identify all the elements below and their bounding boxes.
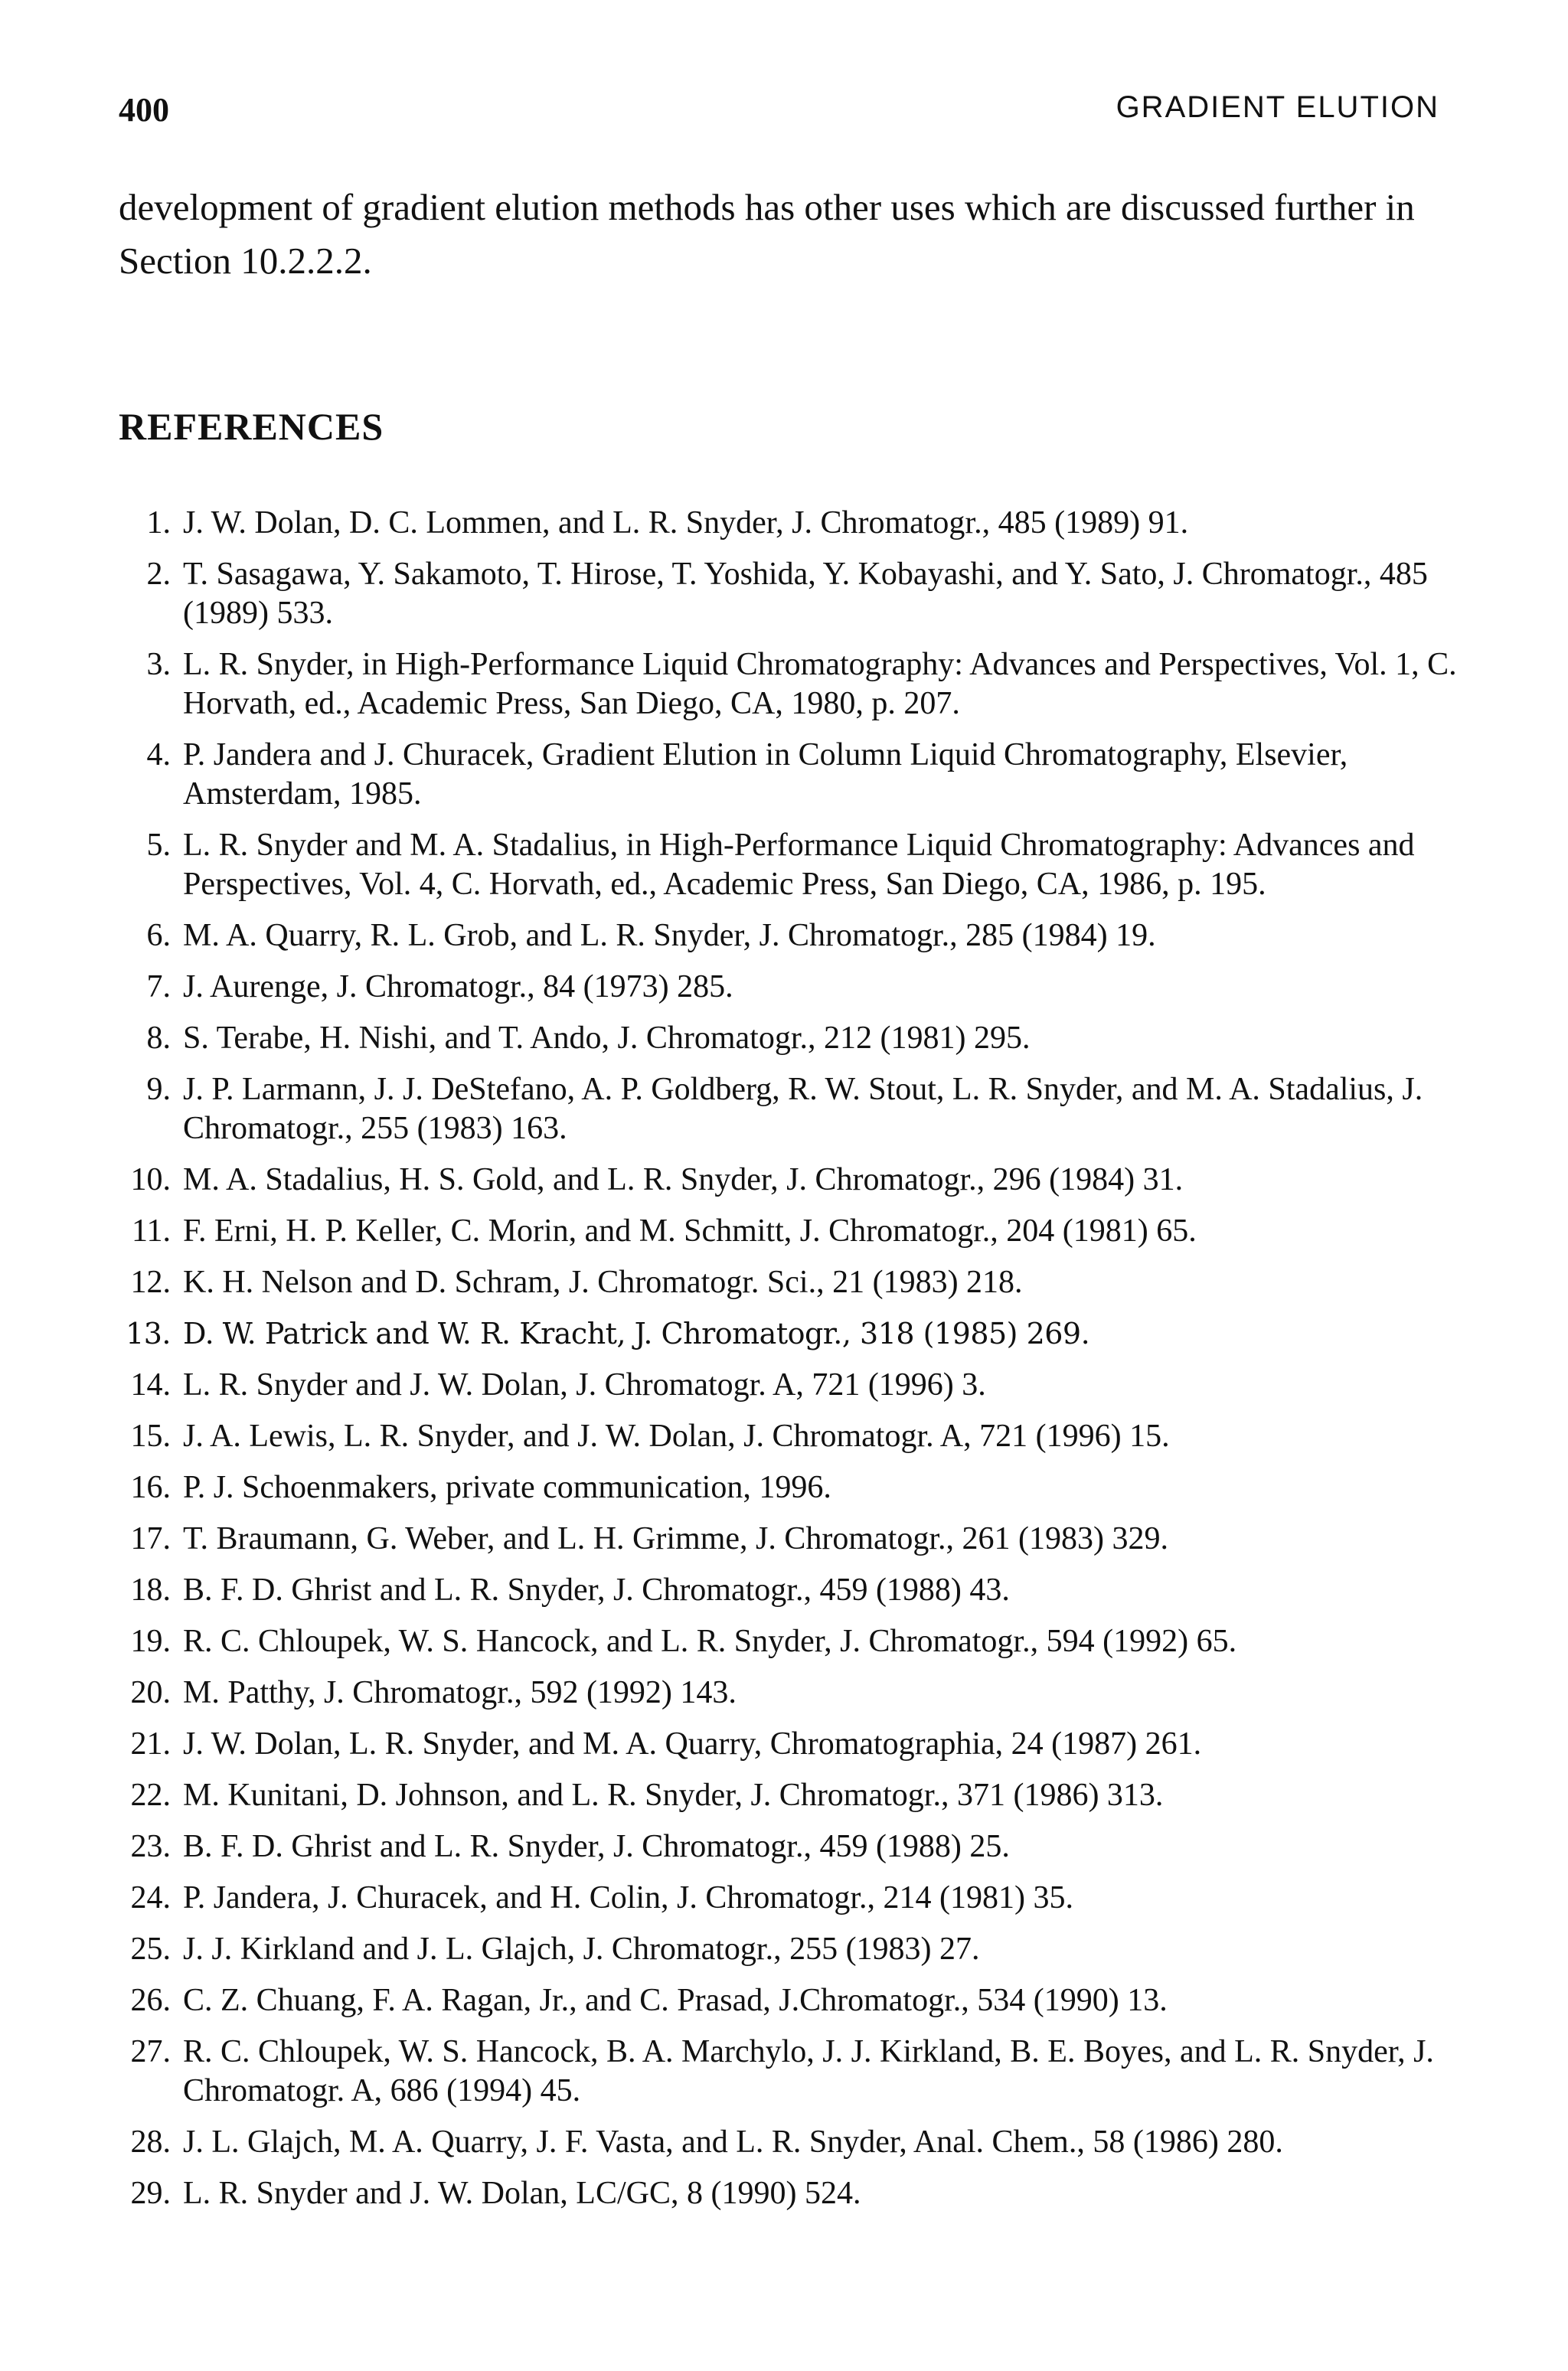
reference-number: 19. bbox=[130, 1624, 171, 1659]
reference-text: P. Jandera, J. Churacek, and H. Colin, J. Chromatogr., 214 (1981) 35. bbox=[183, 1880, 1074, 1915]
intro-paragraph bbox=[119, 181, 1451, 288]
reference-item-21 bbox=[119, 1725, 1466, 1764]
reference-item-7 bbox=[119, 968, 1466, 1007]
reference-number: 1. bbox=[146, 505, 171, 540]
reference-number: 27. bbox=[130, 2034, 171, 2069]
reference-item-2 bbox=[119, 555, 1466, 633]
reference-number: 3. bbox=[146, 647, 171, 682]
reference-number: 8. bbox=[146, 1021, 171, 1056]
reference-item-20 bbox=[119, 1674, 1466, 1713]
reference-number: 23. bbox=[130, 1829, 171, 1864]
reference-text: S. Terabe, H. Nishi, and T. Ando, J. Chromatogr., 212 (1981) 295. bbox=[183, 1021, 1031, 1056]
reference-text: L. R. Snyder, in High-Performance Liquid Chromatography: Advances and Perspectives, Vol. 1, C. Horvath, ed., Academic Press, San Diego, CA, 1980, p. 207. bbox=[183, 647, 1457, 721]
reference-text: T. Braumann, G. Weber, and L. H. Grimme, J. Chromatogr., 261 (1983) 329. bbox=[183, 1521, 1168, 1556]
reference-text: K. H. Nelson and D. Schram, J. Chromatogr. Sci., 21 (1983) 218. bbox=[183, 1265, 1023, 1300]
reference-number: 7. bbox=[146, 969, 171, 1004]
reference-number: 14. bbox=[130, 1367, 171, 1403]
reference-item-14 bbox=[119, 1366, 1466, 1405]
reference-item-23 bbox=[119, 1827, 1466, 1866]
reference-item-17 bbox=[119, 1520, 1466, 1559]
reference-item-29 bbox=[119, 2174, 1466, 2213]
reference-text: T. Sasagawa, Y. Sakamoto, T. Hirose, T. Yoshida, Y. Kobayashi, and Y. Sato, J. Chromatogr., 485 (1989) 533. bbox=[183, 557, 1428, 631]
reference-item-13 bbox=[119, 1315, 1466, 1354]
reference-number: 5. bbox=[146, 828, 171, 863]
reference-number: 21. bbox=[130, 1726, 171, 1762]
reference-number: 13. bbox=[126, 1317, 171, 1350]
reference-number: 12. bbox=[130, 1265, 171, 1300]
reference-text: C. Z. Chuang, F. A. Ragan, Jr., and C. Prasad, J.Chromatogr., 534 (1990) 13. bbox=[183, 1983, 1168, 2018]
reference-item-28 bbox=[119, 2123, 1466, 2162]
reference-text: M. Patthy, J. Chromatogr., 592 (1992) 143. bbox=[183, 1675, 737, 1710]
reference-number: 4. bbox=[146, 737, 171, 772]
reference-text: J. W. Dolan, D. C. Lommen, and L. R. Snyder, J. Chromatogr., 485 (1989) 91. bbox=[183, 505, 1189, 540]
reference-text: M. A. Quarry, R. L. Grob, and L. R. Snyder, J. Chromatogr., 285 (1984) 19. bbox=[183, 918, 1156, 953]
reference-text: D. W. Patrick and W. R. Kracht, J. Chromatogr., 318 (1985) 269. bbox=[183, 1317, 1090, 1350]
references-heading: REFERENCES bbox=[119, 405, 384, 448]
reference-number: 24. bbox=[130, 1880, 171, 1915]
reference-number: 17. bbox=[130, 1521, 171, 1556]
reference-number: 6. bbox=[146, 918, 171, 953]
reference-item-16 bbox=[119, 1468, 1466, 1507]
reference-text: M. A. Stadalius, H. S. Gold, and L. R. Snyder, J. Chromatogr., 296 (1984) 31. bbox=[183, 1162, 1184, 1197]
page-header bbox=[119, 90, 1439, 136]
reference-item-26 bbox=[119, 1981, 1466, 2020]
reference-text: R. C. Chloupek, W. S. Hancock, and L. R. Snyder, J. Chromatogr., 594 (1992) 65. bbox=[183, 1624, 1237, 1659]
reference-number: 10. bbox=[130, 1162, 171, 1197]
reference-number: 20. bbox=[130, 1675, 171, 1710]
reference-text: J. L. Glajch, M. A. Quarry, J. F. Vasta, and L. R. Snyder, Anal. Chem., 58 (1986) 280. bbox=[183, 2124, 1283, 2160]
reference-number: 16. bbox=[130, 1470, 171, 1505]
reference-item-15 bbox=[119, 1417, 1466, 1456]
reference-item-10 bbox=[119, 1161, 1466, 1200]
reference-text: J. W. Dolan, L. R. Snyder, and M. A. Quarry, Chromatographia, 24 (1987) 261. bbox=[183, 1726, 1202, 1762]
reference-item-12 bbox=[119, 1263, 1466, 1302]
reference-text: L. R. Snyder and J. W. Dolan, LC/GC, 8 (1990) 524. bbox=[183, 2176, 861, 2211]
intro-text: development of gradient elution methods has other uses which are discussed further in Section 10.2.2.2. bbox=[119, 186, 1415, 282]
reference-text: P. J. Schoenmakers, private communication, 1996. bbox=[183, 1470, 831, 1505]
reference-text: L. R. Snyder and J. W. Dolan, J. Chromatogr. A, 721 (1996) 3. bbox=[183, 1367, 986, 1403]
reference-number: 22. bbox=[130, 1778, 171, 1813]
reference-item-27 bbox=[119, 2033, 1466, 2111]
reference-text: P. Jandera and J. Churacek, Gradient Elution in Column Liquid Chromatography, Elsevier, Amsterdam, 1985. bbox=[183, 737, 1348, 812]
reference-item-3 bbox=[119, 645, 1466, 723]
reference-item-11 bbox=[119, 1212, 1466, 1251]
reference-text: L. R. Snyder and M. A. Stadalius, in High-Performance Liquid Chromatography: Advances and Perspectives, Vol. 4, C. Horvath, ed., Academic Press, San Diego, CA, 1986, p. 195. bbox=[183, 828, 1415, 902]
reference-item-5 bbox=[119, 826, 1466, 904]
reference-item-9 bbox=[119, 1070, 1466, 1148]
reference-number: 2. bbox=[146, 557, 171, 592]
reference-number: 29. bbox=[130, 2176, 171, 2211]
reference-number: 25. bbox=[130, 1932, 171, 1967]
reference-item-1 bbox=[119, 504, 1466, 543]
reference-text: M. Kunitani, D. Johnson, and L. R. Snyder, J. Chromatogr., 371 (1986) 313. bbox=[183, 1778, 1164, 1813]
reference-item-24 bbox=[119, 1879, 1466, 1918]
reference-text: J. A. Lewis, L. R. Snyder, and J. W. Dolan, J. Chromatogr. A, 721 (1996) 15. bbox=[183, 1419, 1170, 1454]
reference-text: J. P. Larmann, J. J. DeStefano, A. P. Goldberg, R. W. Stout, L. R. Snyder, and M. A. Stadalius, J. Chromatogr., 255 (1983) 163. bbox=[183, 1072, 1423, 1146]
reference-item-22 bbox=[119, 1776, 1466, 1815]
reference-number: 26. bbox=[130, 1983, 171, 2018]
reference-number: 11. bbox=[132, 1213, 171, 1249]
reference-text: J. Aurenge, J. Chromatogr., 84 (1973) 285. bbox=[183, 969, 733, 1004]
reference-item-4 bbox=[119, 736, 1466, 814]
running-head: GRADIENT ELUTION bbox=[1116, 90, 1439, 124]
reference-number: 15. bbox=[130, 1419, 171, 1454]
reference-text: B. F. D. Ghrist and L. R. Snyder, J. Chromatogr., 459 (1988) 25. bbox=[183, 1829, 1010, 1864]
reference-item-18 bbox=[119, 1571, 1466, 1610]
reference-item-25 bbox=[119, 1930, 1466, 1969]
reference-text: J. J. Kirkland and J. L. Glajch, J. Chromatogr., 255 (1983) 27. bbox=[183, 1932, 980, 1967]
page-number: 400 bbox=[119, 91, 169, 129]
reference-item-6 bbox=[119, 916, 1466, 955]
reference-text: R. C. Chloupek, W. S. Hancock, B. A. Marchylo, J. J. Kirkland, B. E. Boyes, and L. R. Snyder, J. Chromatogr. A, 686 (1994) 45. bbox=[183, 2034, 1434, 2108]
reference-number: 9. bbox=[146, 1072, 171, 1107]
reference-text: B. F. D. Ghrist and L. R. Snyder, J. Chromatogr., 459 (1988) 43. bbox=[183, 1573, 1010, 1608]
reference-item-19 bbox=[119, 1622, 1466, 1661]
reference-text: F. Erni, H. P. Keller, C. Morin, and M. Schmitt, J. Chromatogr., 204 (1981) 65. bbox=[183, 1213, 1197, 1249]
reference-list bbox=[119, 504, 1466, 2226]
reference-number: 18. bbox=[130, 1573, 171, 1608]
reference-number: 28. bbox=[130, 2124, 171, 2160]
reference-item-8 bbox=[119, 1019, 1466, 1058]
